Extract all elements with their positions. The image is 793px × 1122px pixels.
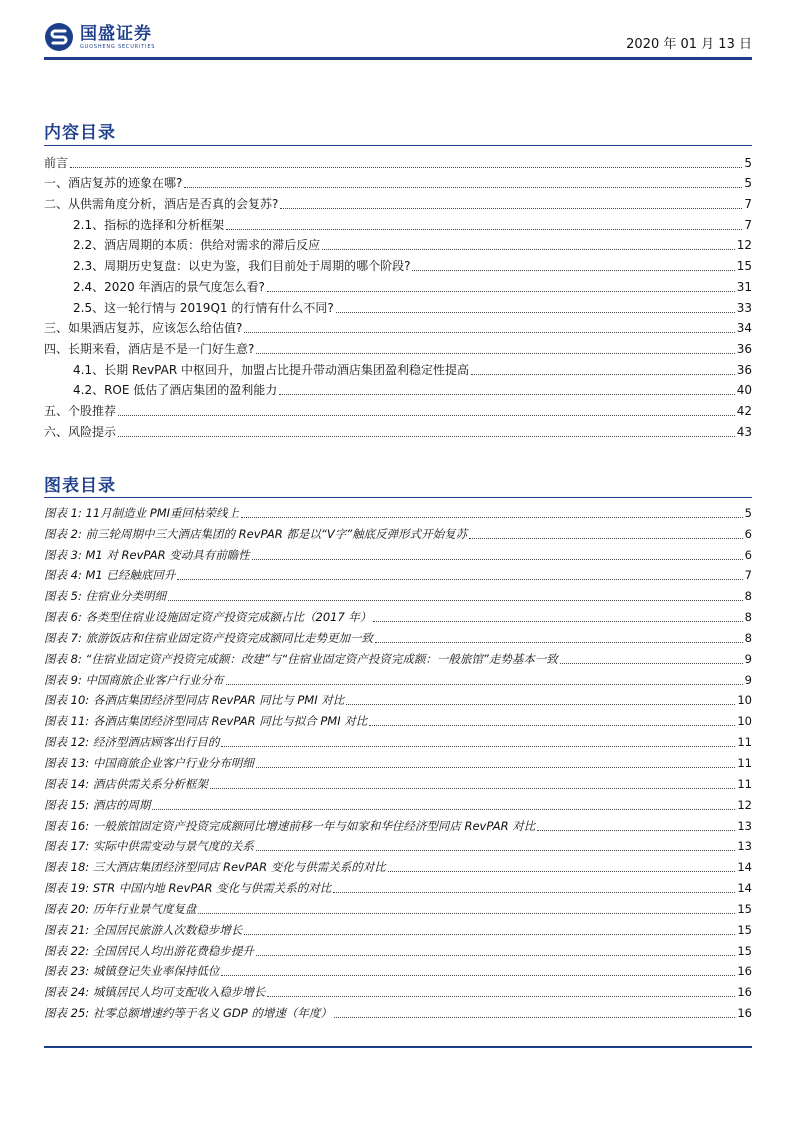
toc-entry-page: 33 (736, 300, 752, 315)
toc-entry-title: 二、从供需角度分析，酒店是否真的会复苏? (44, 197, 279, 212)
toc-entry-title: 2.4、2020 年酒店的景气度怎么看? (73, 279, 265, 294)
figure-entry[interactable] (44, 729, 752, 750)
toc-entry[interactable] (44, 336, 752, 357)
toc-entry[interactable] (44, 398, 752, 419)
toc-entry[interactable] (44, 212, 752, 233)
header-divider (44, 57, 752, 60)
figure-entry-title: 图表 17: 实际中供需变动与景气度的关系 (44, 839, 254, 854)
guosheng-logo-icon (44, 22, 74, 52)
dot-leader (267, 996, 735, 997)
dot-leader (346, 704, 735, 705)
figure-entry-title: 图表 7: 旅游饭店和住宿业固定资产投资完成额同比走势更加一致 (44, 630, 373, 645)
toc-entry-title: 4.1、长期 RevPAR 中枢回升，加盟占比提升带动酒店集团盈利稳定性提高 (73, 362, 470, 377)
figure-entry[interactable] (44, 583, 752, 604)
figure-entry-title: 图表 15: 酒店的周期 (44, 797, 151, 812)
toc-entry-title: 三、如果酒店复苏，应该怎么给估值? (44, 321, 243, 336)
toc-entry[interactable] (44, 233, 752, 254)
figure-entry-page: 12 (737, 797, 752, 812)
figure-entry-page: 7 (744, 568, 752, 583)
dot-leader (537, 830, 735, 831)
toc-entry-title: 4.2、ROE 低估了酒店集团的盈利能力 (73, 383, 278, 398)
figure-entry-title: 图表 20: 历年行业景气度复盘 (44, 901, 197, 916)
toc-entry-page: 43 (736, 424, 752, 439)
footer-divider (44, 1046, 752, 1048)
figure-entry-title: 图表 18: 三大酒店集团经济型同店 RevPAR 变化与供需关系的对比 (44, 860, 386, 875)
toc-entry-title: 六、风险提示 (44, 424, 117, 439)
dot-leader (334, 1017, 736, 1018)
dot-leader (210, 788, 736, 789)
toc-entry[interactable] (44, 419, 752, 440)
figure-entry[interactable] (44, 896, 752, 917)
toc-entry-page: 15 (736, 259, 752, 274)
toc-entry-page: 40 (736, 383, 752, 398)
dot-leader (412, 270, 734, 271)
figure-entry-page: 8 (744, 589, 752, 604)
toc-entry-title: 前言 (44, 155, 69, 170)
figure-entry-title: 图表 12: 经济型酒店顾客出行目的 (44, 735, 220, 750)
figure-entry-page: 15 (737, 901, 752, 916)
figure-entry-page: 6 (744, 526, 752, 541)
figure-entry[interactable] (44, 834, 752, 855)
figure-entry-title: 图表 16: 一般旅馆固定资产投资完成额同比增速前移一年与如家和华住经济型同店 RevPAR 对比 (44, 818, 536, 833)
dot-leader (256, 767, 736, 768)
figure-entry[interactable] (44, 688, 752, 709)
dot-leader (256, 955, 736, 956)
figure-entry-page: 6 (744, 547, 752, 562)
figure-entry-title: 图表 25: 社零总额增速约等于名义 GDP 的增速（年度） (44, 1006, 332, 1021)
figure-entry-page: 5 (744, 505, 752, 520)
figure-entry-title: 图表 24: 城镇居民人均可支配收入稳步增长 (44, 985, 266, 1000)
figure-entry-page: 14 (737, 881, 752, 896)
figure-entry-title: 图表 5: 住宿业分类明细 (44, 589, 167, 604)
figure-entry-page: 9 (744, 651, 752, 666)
toc-entry[interactable] (44, 295, 752, 316)
contents-title-divider (44, 145, 752, 146)
figure-entry-title: 图表 14: 酒店供需关系分析框架 (44, 776, 208, 791)
brand-name-en: GUOSHENG SECURITIES (80, 43, 156, 50)
dot-leader (244, 934, 735, 935)
figure-entry[interactable] (44, 646, 752, 667)
figure-entry-page: 11 (737, 776, 752, 791)
dot-leader (471, 374, 735, 375)
toc-entry-page: 5 (744, 155, 752, 170)
figure-entry-title: 图表 10: 各酒店集团经济型同店 RevPAR 同比与 PMI 对比 (44, 693, 345, 708)
figure-entry[interactable] (44, 542, 752, 563)
figure-entry-title: 图表 23: 城镇登记失业率保持低位 (44, 964, 220, 979)
figure-entry-title: 图表 3: M1 对 RevPAR 变动具有前瞻性 (44, 547, 250, 562)
dot-leader (184, 187, 742, 188)
figure-entry-page: 15 (737, 943, 752, 958)
dot-leader (241, 517, 743, 518)
toc-entry-title: 2.2、酒店周期的本质：供给对需求的滞后反应 (73, 238, 321, 253)
dot-leader (369, 725, 735, 726)
figure-entry-title: 图表 8: “住宿业固定资产投资完成额：改建”与“住宿业固定资产投资完成额：一般旅馆”走势基本一致 (44, 651, 558, 666)
dot-leader (198, 913, 735, 914)
dot-leader (373, 621, 742, 622)
figure-entry[interactable] (44, 625, 752, 646)
toc-entry-page: 36 (736, 362, 752, 377)
toc-entry-page: 5 (744, 176, 752, 191)
figure-entry-page: 10 (737, 693, 752, 708)
dot-leader (322, 249, 735, 250)
figure-entry-page: 8 (744, 630, 752, 645)
figures-title: 图表目录 (44, 476, 116, 496)
figure-entry[interactable] (44, 667, 752, 688)
toc-entry[interactable] (44, 150, 752, 171)
dot-leader (168, 600, 743, 601)
figure-entry-title: 图表 11: 各酒店集团经济型同店 RevPAR 同比与拟合 PMI 对比 (44, 714, 368, 729)
figure-entry-title: 图表 1: 11月制造业 PMI重回枯荣线上 (44, 505, 240, 520)
toc-entry-title: 2.5、这一轮行情与 2019Q1 的行情有什么不同? (73, 300, 334, 315)
figure-entry-title: 图表 4: M1 已经触底回升 (44, 568, 176, 583)
dot-leader (280, 208, 742, 209)
figure-entry-title: 图表 19: STR 中国内地 RevPAR 变化与供需关系的对比 (44, 881, 332, 896)
toc-entry-title: 2.1、指标的选择和分析框架 (73, 217, 225, 232)
dot-leader (118, 436, 735, 437)
figure-entry-title: 图表 2: 前三轮周期中三大酒店集团的 RevPAR 都是以“V字”触底反弹形式开始复苏 (44, 526, 468, 541)
figure-entry-title: 图表 6: 各类型住宿业设施固定资产投资完成额占比（2017 年） (44, 610, 372, 625)
toc-entry-page: 7 (744, 197, 752, 212)
figure-entry-page: 15 (737, 922, 752, 937)
toc-entry[interactable] (44, 378, 752, 399)
brand-logo (44, 22, 155, 52)
toc-entry[interactable] (44, 316, 752, 337)
toc-entry-page: 31 (736, 279, 752, 294)
dot-leader (388, 871, 736, 872)
figure-entry-page: 11 (737, 735, 752, 750)
toc-entry-title: 四、长期来看，酒店是不是一门好生意? (44, 341, 255, 356)
report-date: 2020 年 01 月 13 日 (626, 37, 752, 52)
toc-entry-page: 42 (736, 403, 752, 418)
toc-entry-title: 五、个股推荐 (44, 403, 117, 418)
figure-entry[interactable] (44, 604, 752, 625)
dot-leader (226, 229, 742, 230)
figure-entry-title: 图表 9: 中国商旅企业客户行业分布 (44, 672, 224, 687)
toc-entry[interactable] (44, 191, 752, 212)
figure-entry[interactable] (44, 708, 752, 729)
dot-leader (469, 538, 742, 539)
figure-entry[interactable] (44, 771, 752, 792)
figure-entry[interactable] (44, 750, 752, 771)
dot-leader (267, 291, 735, 292)
toc-entry-title: 2.3、周期历史复盘：以史为鉴，我们目前处于周期的哪个阶段? (73, 259, 411, 274)
dot-leader (152, 809, 735, 810)
figure-entry-page: 13 (737, 818, 752, 833)
figure-entry-page: 11 (737, 755, 752, 770)
figure-entry-page: 16 (737, 964, 752, 979)
toc-entry[interactable] (44, 357, 752, 378)
page-header (44, 22, 752, 56)
toc-entry[interactable] (44, 274, 752, 295)
figure-entry[interactable] (44, 979, 752, 1000)
figure-entry[interactable] (44, 792, 752, 813)
toc-entry-title: 一、酒店复苏的迹象在哪? (44, 176, 183, 191)
dot-leader (118, 415, 735, 416)
dot-leader (375, 642, 743, 643)
dot-leader (221, 975, 735, 976)
dot-leader (333, 892, 735, 893)
figure-entry-title: 图表 13: 中国商旅企业客户行业分布明细 (44, 755, 254, 770)
figure-entry[interactable] (44, 521, 752, 542)
figure-entry[interactable] (44, 813, 752, 834)
dot-leader (336, 312, 735, 313)
dot-leader (256, 353, 734, 354)
contents-title: 内容目录 (44, 123, 116, 143)
figure-entry-page: 16 (737, 985, 752, 1000)
figure-entry-page: 9 (744, 672, 752, 687)
figure-entry-page: 16 (737, 1006, 752, 1021)
figure-entry-page: 14 (737, 860, 752, 875)
toc-entry-page: 34 (736, 321, 752, 336)
figure-entry-title: 图表 21: 全国居民旅游人次数稳步增长 (44, 922, 243, 937)
figure-entry-page: 10 (737, 714, 752, 729)
toc-entry-page: 12 (736, 238, 752, 253)
dot-leader (226, 684, 743, 685)
contents-list (44, 150, 752, 440)
dot-leader (244, 332, 734, 333)
figure-entry[interactable] (44, 563, 752, 584)
figure-entry[interactable] (44, 854, 752, 875)
figure-entry[interactable] (44, 500, 752, 521)
figure-entry[interactable] (44, 1000, 752, 1021)
figure-entry[interactable] (44, 938, 752, 959)
toc-entry-page: 7 (744, 217, 752, 232)
dot-leader (221, 746, 735, 747)
figure-entry[interactable] (44, 959, 752, 980)
dot-leader (177, 579, 742, 580)
figures-title-divider (44, 497, 752, 498)
figure-entry[interactable] (44, 875, 752, 896)
figure-entry-page: 8 (744, 610, 752, 625)
dot-leader (70, 167, 742, 168)
toc-entry-page: 36 (736, 341, 752, 356)
toc-entry[interactable] (44, 171, 752, 192)
dot-leader (256, 850, 736, 851)
dot-leader (560, 663, 743, 664)
brand-name-cn: 国盛证券 (80, 23, 152, 44)
figure-entry[interactable] (44, 917, 752, 938)
toc-entry[interactable] (44, 253, 752, 274)
dot-leader (279, 394, 734, 395)
dot-leader (252, 559, 743, 560)
figure-entry-page: 13 (737, 839, 752, 854)
figures-list (44, 500, 752, 1021)
figure-entry-title: 图表 22: 全国居民人均出游花费稳步提升 (44, 943, 254, 958)
